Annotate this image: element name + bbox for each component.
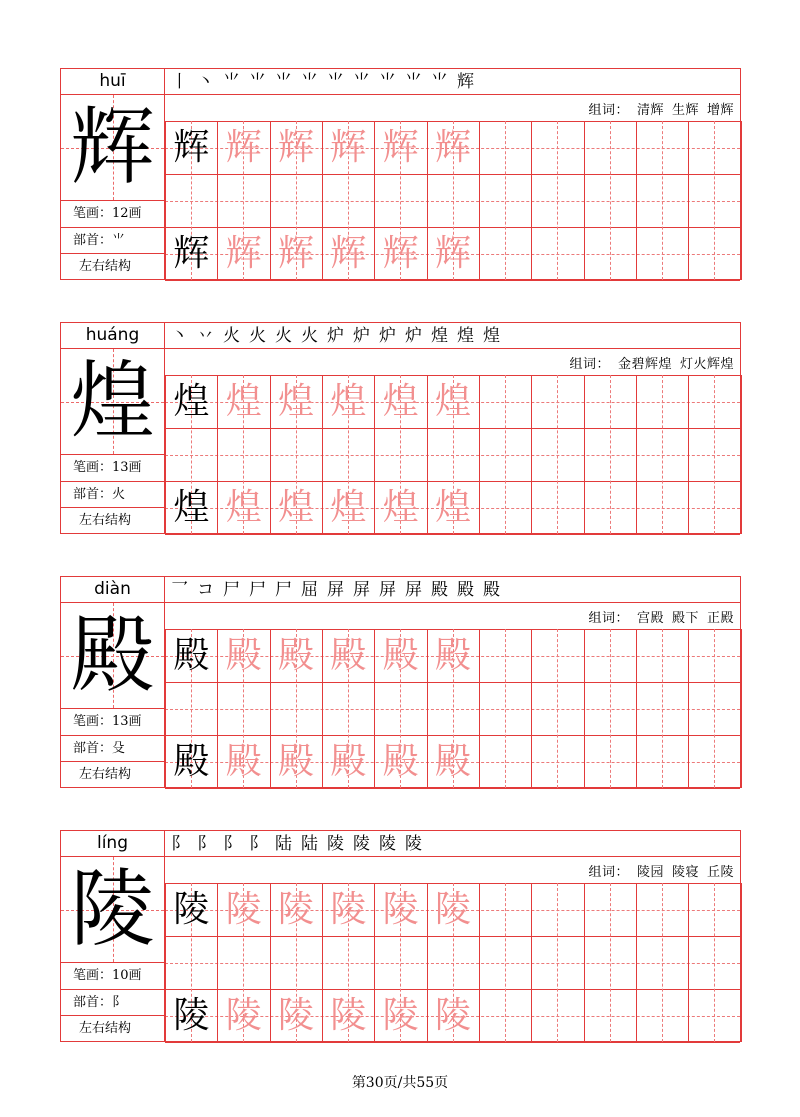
practice-area xyxy=(165,577,740,787)
stroke-step: 屈 xyxy=(301,580,318,600)
tracing-grid xyxy=(165,629,740,788)
large-character-box xyxy=(61,857,164,963)
trace-character: 辉 xyxy=(434,127,471,168)
structure: 左右结构 xyxy=(79,513,132,528)
stroke-step: 炉 xyxy=(405,326,422,346)
trace-character: 殿 xyxy=(225,635,262,676)
example-word: 增辉 xyxy=(706,103,734,118)
trace-character: 辉 xyxy=(225,127,262,168)
stroke-step: 殿 xyxy=(457,580,474,600)
trace-character: 殿 xyxy=(382,635,419,676)
trace-character: 煌 xyxy=(434,487,471,528)
character-block xyxy=(60,68,741,280)
word-examples: 组词： 陵园 陵寝 丘陵 xyxy=(588,865,734,880)
trace-character: 殿 xyxy=(330,741,367,782)
stroke-count: 笔画：12画 xyxy=(61,201,164,228)
stroke-step: ⺌ xyxy=(301,72,318,92)
example-word: 丘陵 xyxy=(706,865,734,880)
stroke-step: 火 xyxy=(249,326,266,346)
trace-character: 辉 xyxy=(434,233,471,274)
stroke-step: 煌 xyxy=(457,326,474,346)
stroke-order-row xyxy=(165,831,740,857)
stroke-step: 乛 xyxy=(171,580,188,600)
pinyin: huáng xyxy=(61,323,164,349)
stroke-step: 炉 xyxy=(353,326,370,346)
stroke-step: ⺌ xyxy=(379,72,396,92)
stroke-step: 火 xyxy=(301,326,318,346)
large-character-box xyxy=(61,603,164,709)
trace-character: 殿 xyxy=(434,741,471,782)
large-character: 殿 xyxy=(70,606,155,704)
trace-character: 辉 xyxy=(330,127,367,168)
trace-character: 辉 xyxy=(225,233,262,274)
stroke-step: 陆 xyxy=(275,834,292,854)
page-footer: 第30页/共55页 xyxy=(351,1075,449,1091)
stroke-step: 殿 xyxy=(483,580,500,600)
example-word: 殿下 xyxy=(671,611,699,626)
stroke-step: ⺌ xyxy=(249,72,266,92)
model-character: 殿 xyxy=(173,635,210,676)
trace-character: 殿 xyxy=(225,741,262,782)
stroke-step: 丨 xyxy=(171,72,188,92)
stroke-step: 丶 xyxy=(197,72,214,92)
example-word: 灯火辉煌 xyxy=(679,357,734,372)
large-character-box xyxy=(61,349,164,455)
example-word: 正殿 xyxy=(706,611,734,626)
example-word: 陵园 xyxy=(636,865,664,880)
trace-character: 煌 xyxy=(278,487,315,528)
stroke-order-row xyxy=(165,69,740,95)
stroke-step: 火 xyxy=(275,326,292,346)
stroke-step: 屏 xyxy=(379,580,396,600)
large-character-box xyxy=(61,95,164,201)
stroke-step: ⺌ xyxy=(327,72,344,92)
stroke-step: 炉 xyxy=(327,326,344,346)
character-block xyxy=(60,322,741,534)
structure: 左右结构 xyxy=(79,767,132,782)
trace-character: 陵 xyxy=(382,889,419,930)
character-info-panel xyxy=(61,831,165,1041)
trace-character: 辉 xyxy=(278,233,315,274)
stroke-order-row xyxy=(165,577,740,603)
trace-character: 煌 xyxy=(225,487,262,528)
model-character: 煌 xyxy=(173,487,210,528)
large-character: 辉 xyxy=(70,98,155,196)
stroke-count: 笔画：13画 xyxy=(61,455,164,482)
word-examples: 组词： 宫殿 殿下 正殿 xyxy=(588,611,734,626)
trace-character: 殿 xyxy=(382,741,419,782)
model-character: 陵 xyxy=(173,889,210,930)
example-word: 生辉 xyxy=(671,103,699,118)
word-examples: 组词： 清辉 生辉 增辉 xyxy=(588,103,734,118)
pinyin: huī xyxy=(61,69,164,95)
trace-character: 陵 xyxy=(225,995,262,1036)
stroke-step: 陆 xyxy=(301,834,318,854)
stroke-step: ⺌ xyxy=(353,72,370,92)
tracing-grid xyxy=(165,375,740,534)
stroke-step: 陵 xyxy=(379,834,396,854)
stroke-step: 屏 xyxy=(353,580,370,600)
stroke-step: 煌 xyxy=(431,326,448,346)
stroke-step: 辉 xyxy=(457,72,474,92)
stroke-step: コ xyxy=(197,580,214,600)
stroke-step: 火 xyxy=(223,326,240,346)
trace-character: 殿 xyxy=(278,741,315,782)
stroke-step: 阝 xyxy=(223,834,240,854)
stroke-step: 殿 xyxy=(431,580,448,600)
trace-character: 陵 xyxy=(434,889,471,930)
large-character: 煌 xyxy=(70,352,155,450)
trace-character: 陵 xyxy=(382,995,419,1036)
stroke-step: 尸 xyxy=(223,580,240,600)
trace-character: 辉 xyxy=(382,233,419,274)
example-word: 金碧辉煌 xyxy=(617,357,672,372)
word-examples: 组词： 金碧辉煌 灯火辉煌 xyxy=(569,357,734,372)
stroke-step: 尸 xyxy=(249,580,266,600)
stroke-count: 笔画：10画 xyxy=(61,963,164,990)
stroke-step: 丶 xyxy=(171,326,188,346)
model-character: 殿 xyxy=(173,741,210,782)
example-word: 清辉 xyxy=(636,103,664,118)
structure: 左右结构 xyxy=(79,1021,132,1036)
stroke-step: 阝 xyxy=(197,834,214,854)
stroke-step: ⺌ xyxy=(431,72,448,92)
stroke-step: 尸 xyxy=(275,580,292,600)
stroke-step: 陵 xyxy=(405,834,422,854)
character-info-panel xyxy=(61,323,165,533)
stroke-step: 屏 xyxy=(405,580,422,600)
pinyin: líng xyxy=(61,831,164,857)
tracing-grid xyxy=(165,121,740,280)
stroke-step: ⺌ xyxy=(275,72,292,92)
trace-character: 陵 xyxy=(330,995,367,1036)
trace-character: 陵 xyxy=(225,889,262,930)
practice-area xyxy=(165,323,740,533)
trace-character: 陵 xyxy=(278,995,315,1036)
character-block xyxy=(60,576,741,788)
trace-character: 煌 xyxy=(330,381,367,422)
stroke-step: 陵 xyxy=(353,834,370,854)
trace-character: 煌 xyxy=(434,381,471,422)
trace-character: 陵 xyxy=(434,995,471,1036)
trace-character: 陵 xyxy=(278,889,315,930)
stroke-step: 陵 xyxy=(327,834,344,854)
trace-character: 煌 xyxy=(382,487,419,528)
radical: 部首：殳 xyxy=(61,736,164,763)
example-word: 宫殿 xyxy=(636,611,664,626)
stroke-step: 阝 xyxy=(171,834,188,854)
trace-character: 辉 xyxy=(330,233,367,274)
character-block xyxy=(60,830,741,1042)
model-character: 辉 xyxy=(173,127,210,168)
radical: 部首：阝 xyxy=(61,990,164,1017)
stroke-count: 笔画：13画 xyxy=(61,709,164,736)
stroke-step: ⺌ xyxy=(405,72,422,92)
character-info-panel xyxy=(61,69,165,279)
practice-area xyxy=(165,831,740,1041)
structure: 左右结构 xyxy=(79,259,132,274)
tracing-grid xyxy=(165,883,740,1042)
trace-character: 辉 xyxy=(382,127,419,168)
stroke-step: ⺌ xyxy=(223,72,240,92)
model-character: 辉 xyxy=(173,233,210,274)
trace-character: 煌 xyxy=(382,381,419,422)
trace-character: 煌 xyxy=(278,381,315,422)
trace-character: 辉 xyxy=(278,127,315,168)
character-info-panel xyxy=(61,577,165,787)
trace-character: 煌 xyxy=(330,487,367,528)
trace-character: 殿 xyxy=(434,635,471,676)
stroke-step: 煌 xyxy=(483,326,500,346)
example-word: 陵寝 xyxy=(671,865,699,880)
model-character: 煌 xyxy=(173,381,210,422)
stroke-step: 丷 xyxy=(197,326,214,346)
practice-area xyxy=(165,69,740,279)
trace-character: 殿 xyxy=(330,635,367,676)
model-character: 陵 xyxy=(173,995,210,1036)
pinyin: diàn xyxy=(61,577,164,603)
stroke-step: 炉 xyxy=(379,326,396,346)
trace-character: 煌 xyxy=(225,381,262,422)
radical: 部首：⺌ xyxy=(61,228,164,255)
large-character: 陵 xyxy=(70,860,155,958)
trace-character: 陵 xyxy=(330,889,367,930)
radical: 部首：火 xyxy=(61,482,164,509)
stroke-order-row xyxy=(165,323,740,349)
trace-character: 殿 xyxy=(278,635,315,676)
stroke-step: 阝 xyxy=(249,834,266,854)
stroke-step: 屏 xyxy=(327,580,344,600)
